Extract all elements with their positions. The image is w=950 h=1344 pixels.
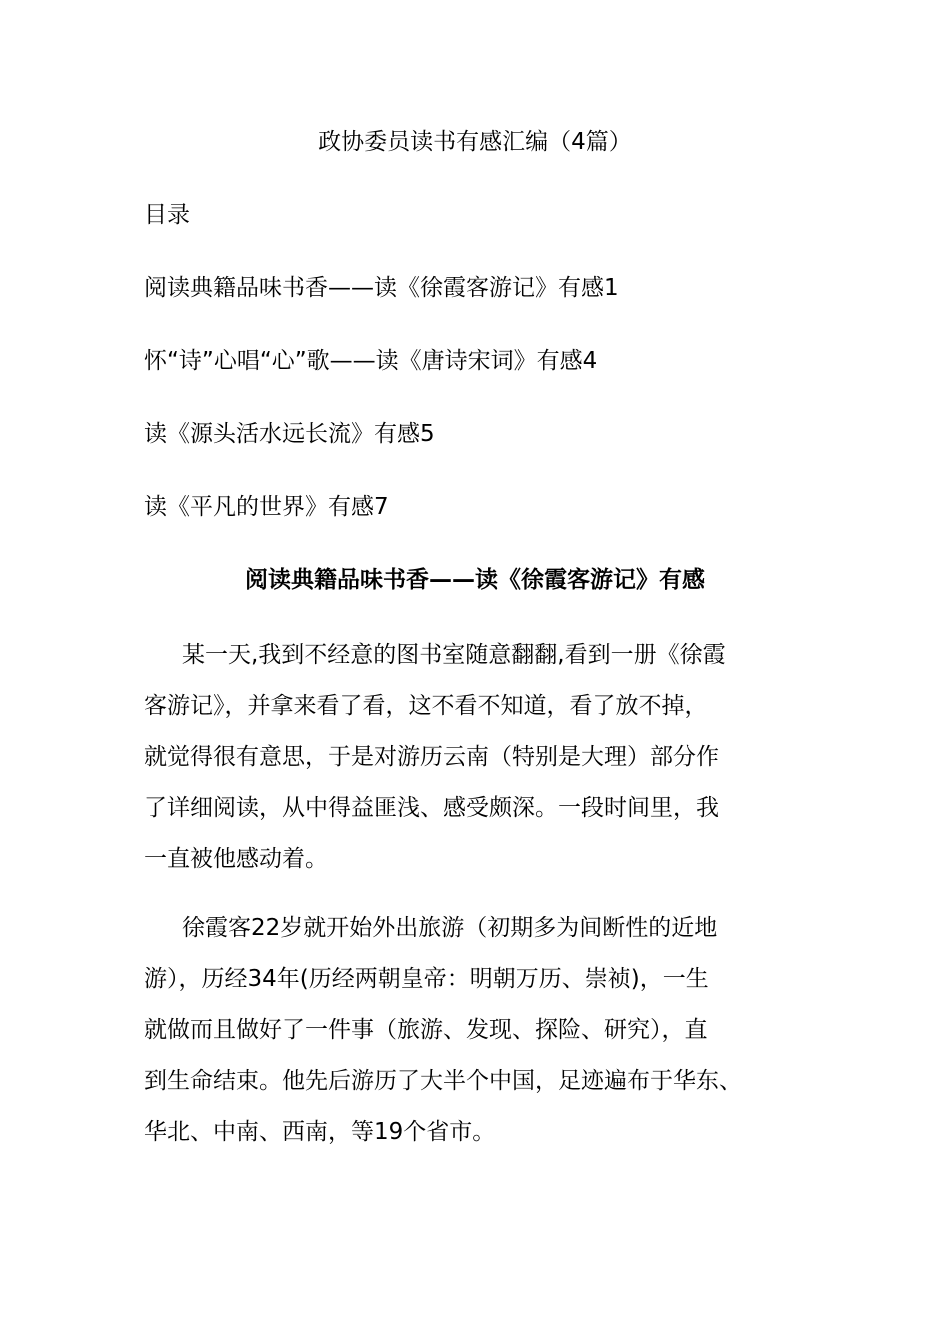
toc-entry: 怀“诗”心唱“心”歌——读《唐诗宋词》有感4 <box>144 348 598 374</box>
toc-entry: 阅读典籍品味书香——读《徐霞客游记》有感1 <box>144 275 619 301</box>
document-title: 政协委员读书有感汇编（4篇） <box>318 129 632 155</box>
toc-entry: 读《平凡的世界》有感7 <box>144 494 389 520</box>
paragraph-line: 就做而且做好了一件事（旅游、发现、探险、研究），直 <box>144 1017 708 1043</box>
paragraph-line: 到生命结束。他先后游历了大半个中国，足迹遍布于华东、 <box>144 1068 742 1094</box>
section-title: 阅读典籍品味书香——读《徐霞客游记》有感 <box>245 567 705 593</box>
paragraph-line: 客游记》，并拿来看了看，这不看不知道，看了放不掉， <box>144 693 708 719</box>
paragraph-line: 徐霞客22岁就开始外出旅游（初期多为间断性的近地 <box>182 915 718 941</box>
paragraph-line: 了详细阅读，从中得益匪浅、感受颇深。一段时间里，我 <box>144 795 719 821</box>
paragraph-line: 华北、中南、西南，等19个省市。 <box>144 1119 496 1145</box>
paragraph-line: 游），历经34年(历经两朝皇帝：明朝万历、崇祯)，一生 <box>144 966 709 992</box>
body-paragraph <box>144 903 804 1158</box>
toc-heading: 目录 <box>144 202 190 228</box>
body-paragraph <box>144 630 804 885</box>
paragraph-line: 一直被他感动着。 <box>144 846 328 872</box>
toc-entry: 读《源头活水远长流》有感5 <box>144 421 435 447</box>
paragraph-line: 就觉得很有意思，于是对游历云南（特别是大理）部分作 <box>144 744 719 770</box>
paragraph-line: 某一天,我到不经意的图书室随意翻翻,看到一册《徐霞 <box>182 642 726 668</box>
